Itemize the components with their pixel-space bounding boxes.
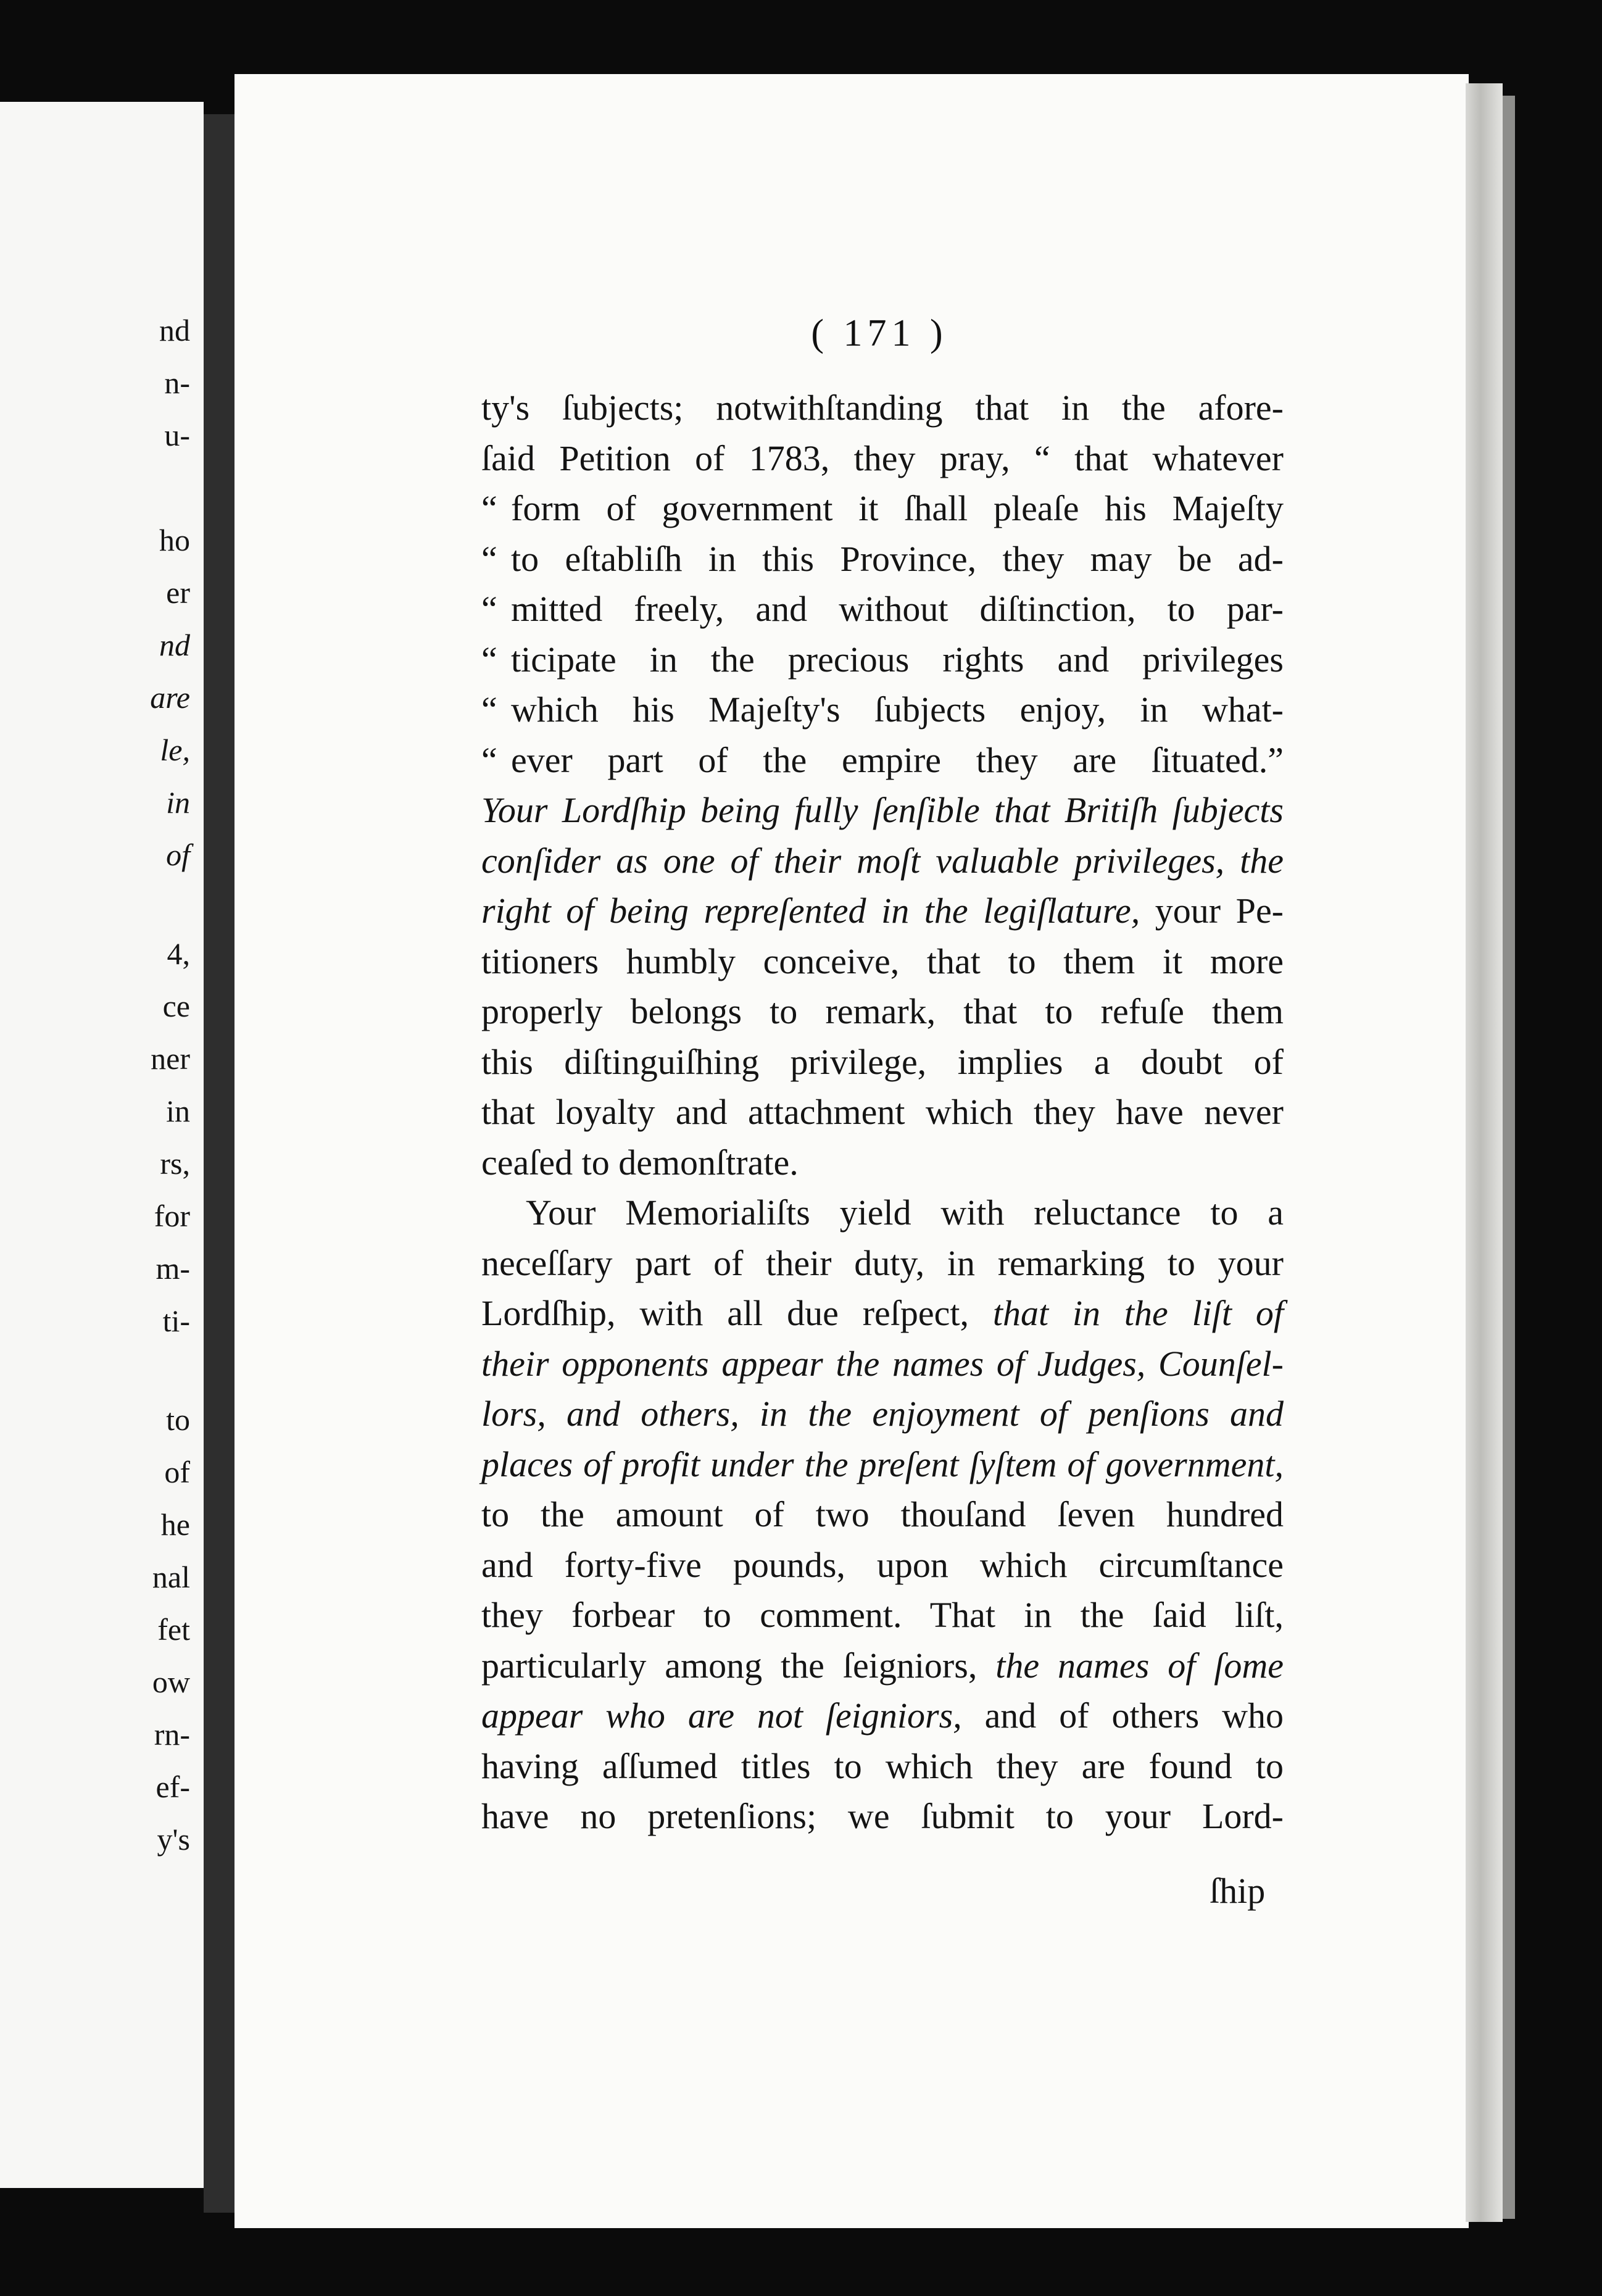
left-page-fragment: rs, [160, 1146, 190, 1181]
text-run: Your Memorialiſts yield with reluctance to a [526, 1192, 1284, 1233]
text-line [481, 1590, 1284, 1641]
text-line [481, 1138, 1284, 1188]
italic-text-run: lors, and others, in the enjoyment of penſions and [481, 1394, 1284, 1434]
quotation-mark: “ [481, 689, 497, 730]
text-run: titioners humbly conceive, that to them it more [481, 941, 1284, 981]
text-run: mitted freely, and without diſtinction, to par- [511, 589, 1284, 629]
text-run: that loyalty and attachment which they have never [481, 1092, 1284, 1132]
text-run: and forty-five pounds, upon which circumſtance [481, 1544, 1284, 1585]
text-run: Lordſhip, with all due reſpect, [481, 1293, 993, 1333]
text-run: ticipate in the precious rights and privileges [511, 639, 1284, 680]
left-page-fragment: of [166, 838, 190, 872]
page-edge [1466, 83, 1503, 2222]
quotation-mark: “ [481, 538, 497, 579]
quotation-mark: “ [481, 639, 497, 680]
quotation-mark: “ [481, 739, 497, 780]
text-line [481, 1791, 1284, 1842]
text-run: ty's ſubjects; notwithſtanding that in the afore- [481, 388, 1284, 428]
italic-text-run: the names of ſome [995, 1645, 1284, 1686]
text-run: form of government it ſhall pleaſe his Majeſty [511, 488, 1284, 528]
text-run: have no pretenſions; we ſubmit to your Lord- [481, 1796, 1284, 1836]
left-page-fragment: m- [156, 1251, 190, 1286]
left-page-fragment: in [166, 785, 190, 820]
text-line [481, 1238, 1284, 1289]
left-page-fragment: ti- [162, 1304, 190, 1338]
text-run: to eſtabliſh in this Province, they may be ad- [511, 538, 1284, 579]
left-page-fragment: er [166, 575, 190, 610]
left-page-fragment: ner [151, 1041, 190, 1076]
italic-text-run: Your Lordſhip being fully ſenſible that Britiſh ſubjects [481, 790, 1284, 830]
text-run: your Pe- [1140, 891, 1284, 931]
text-run: and of others who [961, 1695, 1284, 1736]
left-page-fragment: ho [159, 523, 190, 557]
body-text [481, 383, 1284, 1842]
text-line [481, 1641, 1284, 1691]
text-run: particularly among the ſeigniors, [481, 1645, 996, 1686]
text-line [481, 1540, 1284, 1591]
page-edge-shadow [1503, 96, 1515, 2219]
text-run: they forbear to comment. That in the ſaid liſt, [481, 1595, 1284, 1635]
text-line [481, 1389, 1284, 1439]
left-page-fragment: y's [157, 1822, 190, 1857]
text-run: ſaid Petition of 1783, they pray, “ that whatever [481, 438, 1284, 478]
left-page-fragment: n- [164, 365, 190, 400]
text-line [481, 785, 1284, 836]
text-line [481, 584, 1284, 634]
catchword: ſhip [1210, 1871, 1266, 1911]
italic-text-run: right of being repreſented in the legiſlature, [481, 891, 1140, 931]
italic-text-run: places of profit under the preſent ſyſtem of government, [481, 1444, 1284, 1484]
left-page-fragment: rn- [154, 1717, 190, 1752]
text-line [481, 1339, 1284, 1389]
text-line [481, 836, 1284, 886]
quotation-mark: “ [481, 589, 497, 629]
text-run: ever part of the empire they are ſituated.” [511, 739, 1284, 780]
text-line [481, 735, 1284, 786]
text-line [481, 986, 1284, 1037]
italic-text-run: conſider as one of their moſt valuable privileges, the [481, 840, 1284, 881]
text-run: neceſſary part of their duty, in remarking to your [481, 1242, 1284, 1283]
text-line [481, 684, 1284, 735]
left-page-fragment: are [150, 680, 190, 715]
text-run: this diſtinguiſhing privilege, implies a doubt of [481, 1041, 1284, 1082]
text-run: ceaſed to demonſtrate. [481, 1142, 799, 1183]
text-line [481, 383, 1284, 433]
left-page-fragment: nd [159, 313, 190, 347]
text-line [481, 1741, 1284, 1792]
left-page-fragment: u- [164, 418, 190, 452]
text-line [481, 483, 1284, 534]
left-page-fragment: ow [152, 1665, 190, 1699]
text-line [481, 936, 1284, 987]
left-page-fragment: le, [160, 733, 190, 767]
book-gutter [204, 114, 234, 2213]
left-page-fragment: nal [152, 1560, 190, 1594]
text-run: which his Majeſty's ſubjects enjoy, in what- [511, 689, 1284, 730]
text-line [481, 1288, 1284, 1339]
left-page [0, 102, 204, 2188]
text-line [481, 534, 1284, 584]
text-run: properly belongs to remark, that to refuſe them [481, 991, 1284, 1031]
text-run: having aſſumed titles to which they are found to [481, 1745, 1284, 1786]
text-line [481, 634, 1284, 685]
italic-text-run: their opponents appear the names of Judges, Counſel- [481, 1343, 1284, 1384]
text-line [481, 1087, 1284, 1138]
left-page-fragment: in [166, 1094, 190, 1128]
text-line [481, 1037, 1284, 1088]
left-page-fragment: ce [162, 989, 190, 1023]
page-number: ( 171 ) [811, 312, 948, 354]
italic-text-run: appear who are not ſeigniors, [481, 1695, 962, 1736]
left-page-fragment: 4, [167, 936, 190, 971]
left-page-fragment: for [154, 1199, 190, 1233]
left-page-fragment: he [160, 1507, 190, 1542]
left-page-fragment: of [164, 1455, 190, 1489]
text-line [481, 1188, 1284, 1238]
text-line [481, 1489, 1284, 1540]
quotation-mark: “ [481, 488, 497, 528]
text-line [481, 886, 1284, 936]
left-page-fragment: fet [157, 1612, 190, 1647]
italic-text-run: that in the liſt of [992, 1293, 1284, 1333]
left-page-fragment: nd [159, 628, 190, 662]
text-line [481, 1691, 1284, 1741]
text-line [481, 1439, 1284, 1490]
text-line [481, 433, 1284, 484]
left-page-fragment: ef- [156, 1770, 190, 1804]
text-run: to the amount of two thouſand ſeven hundred [481, 1494, 1284, 1534]
left-page-fragment: to [166, 1402, 190, 1437]
left-page-text-fragments [0, 102, 204, 2188]
